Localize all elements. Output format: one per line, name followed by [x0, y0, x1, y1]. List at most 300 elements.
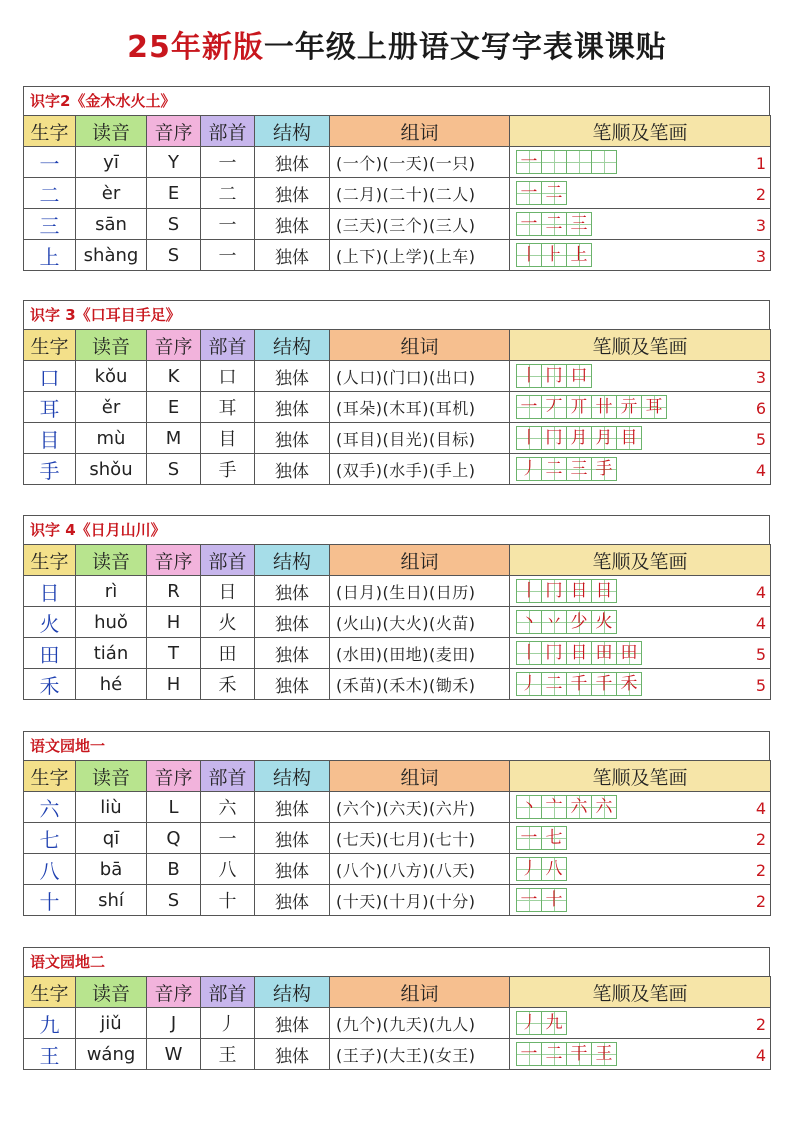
character-cell: 目 [24, 423, 76, 454]
initial-cell: S [147, 209, 201, 240]
lesson-section [23, 515, 770, 700]
column-header: 音序 [147, 330, 201, 361]
pinyin-cell: tián [76, 638, 147, 669]
words-cell: (日月)(生日)(日历) [330, 576, 510, 607]
column-header: 生字 [24, 116, 76, 147]
column-header: 生字 [24, 977, 76, 1008]
stroke-step [541, 150, 567, 174]
stroke-step: 丆 [541, 395, 567, 419]
column-header: 部首 [201, 761, 255, 792]
table-row [24, 147, 771, 178]
words-cell: (上下)(上学)(上车) [330, 240, 510, 271]
stroke-count: 5 [755, 430, 766, 449]
structure-cell: 独体 [255, 209, 330, 240]
column-header: 读音 [76, 977, 147, 1008]
stroke-grid [516, 150, 616, 174]
lesson-section [23, 731, 770, 916]
pinyin-cell: bā [76, 854, 147, 885]
column-header: 组词 [330, 330, 510, 361]
stroke-step: 一 [516, 181, 542, 205]
initial-cell: B [147, 854, 201, 885]
stroke-count: 3 [755, 247, 766, 266]
stroke-step: 十 [541, 888, 567, 912]
table-row [24, 669, 771, 700]
column-header: 结构 [255, 977, 330, 1008]
structure-cell: 独体 [255, 823, 330, 854]
stroke-grid [516, 457, 616, 481]
structure-cell: 独体 [255, 1039, 330, 1070]
stroke-step: 一 [516, 888, 542, 912]
stroke-step: 六 [566, 795, 592, 819]
stroke-step: 亓 [616, 395, 642, 419]
column-header: 笔顺及笔画 [510, 977, 771, 1008]
stroke-step: 上 [566, 243, 592, 267]
structure-cell: 独体 [255, 669, 330, 700]
stroke-grid [516, 579, 616, 603]
radical-cell: 禾 [201, 669, 255, 700]
stroke-grid [516, 857, 566, 881]
stroke-count: 2 [755, 1015, 766, 1034]
pinyin-cell: shǒu [76, 454, 147, 485]
initial-cell: M [147, 423, 201, 454]
character-cell: 日 [24, 576, 76, 607]
character-cell: 八 [24, 854, 76, 885]
stroke-order-cell [510, 454, 771, 485]
stroke-step [591, 150, 617, 174]
column-header: 结构 [255, 761, 330, 792]
stroke-step: 七 [541, 826, 567, 850]
structure-cell: 独体 [255, 178, 330, 209]
stroke-step: 禾 [616, 672, 642, 696]
column-header: 读音 [76, 545, 147, 576]
section-title: 识字2《金木水火土》 [23, 86, 770, 115]
radical-cell: 十 [201, 885, 255, 916]
words-cell: (一个)(一天)(一只) [330, 147, 510, 178]
stroke-count: 2 [755, 830, 766, 849]
stroke-step: 日 [566, 579, 592, 603]
table-row [24, 1008, 771, 1039]
stroke-grid [516, 672, 641, 696]
character-cell: 三 [24, 209, 76, 240]
lesson-section [23, 947, 770, 1070]
pinyin-cell: qī [76, 823, 147, 854]
stroke-step: 日 [566, 641, 592, 665]
radical-cell: 一 [201, 823, 255, 854]
structure-cell: 独体 [255, 792, 330, 823]
character-cell: 二 [24, 178, 76, 209]
stroke-order-cell [510, 423, 771, 454]
structure-cell: 独体 [255, 361, 330, 392]
pinyin-cell: liù [76, 792, 147, 823]
words-cell: (耳朵)(木耳)(耳机) [330, 392, 510, 423]
stroke-step: 一 [516, 212, 542, 236]
column-header: 组词 [330, 545, 510, 576]
stroke-count: 2 [755, 892, 766, 911]
stroke-step: 二 [541, 672, 567, 696]
lesson-section [23, 300, 770, 485]
column-header: 组词 [330, 761, 510, 792]
radical-cell: 田 [201, 638, 255, 669]
structure-cell: 独体 [255, 576, 330, 607]
stroke-count: 4 [755, 614, 766, 633]
stroke-order-cell [510, 240, 771, 271]
table-row [24, 823, 771, 854]
stroke-step: 丌 [566, 395, 592, 419]
character-table [23, 760, 771, 916]
column-header: 生字 [24, 330, 76, 361]
initial-cell: K [147, 361, 201, 392]
pinyin-cell: hé [76, 669, 147, 700]
stroke-order-cell [510, 361, 771, 392]
table-row [24, 607, 771, 638]
stroke-grid [516, 426, 641, 450]
stroke-grid [516, 243, 591, 267]
initial-cell: J [147, 1008, 201, 1039]
stroke-grid [516, 641, 641, 665]
stroke-order-cell [510, 823, 771, 854]
column-header: 生字 [24, 761, 76, 792]
stroke-step: 二 [541, 1042, 567, 1066]
column-header: 音序 [147, 116, 201, 147]
stroke-grid [516, 795, 616, 819]
stroke-step: 冂 [541, 426, 567, 450]
stroke-grid [516, 888, 566, 912]
stroke-step: 月 [591, 426, 617, 450]
stroke-step: 冂 [541, 641, 567, 665]
initial-cell: H [147, 607, 201, 638]
table-row [24, 392, 771, 423]
table-row [24, 209, 771, 240]
words-cell: (禾苗)(禾木)(锄禾) [330, 669, 510, 700]
radical-cell: 火 [201, 607, 255, 638]
stroke-order-cell [510, 392, 771, 423]
words-cell: (双手)(水手)(手上) [330, 454, 510, 485]
table-row [24, 240, 771, 271]
radical-cell: 二 [201, 178, 255, 209]
table-row [24, 792, 771, 823]
stroke-step: 丶 [516, 795, 542, 819]
stroke-step: 月 [566, 426, 592, 450]
words-cell: (七天)(七月)(七十) [330, 823, 510, 854]
stroke-grid [516, 364, 591, 388]
lesson-section [23, 86, 770, 271]
stroke-grid [516, 1042, 616, 1066]
initial-cell: H [147, 669, 201, 700]
words-cell: (耳目)(目光)(目标) [330, 423, 510, 454]
stroke-step: 二 [541, 212, 567, 236]
words-cell: (水田)(田地)(麦田) [330, 638, 510, 669]
stroke-step: 丨 [516, 426, 542, 450]
radical-cell: 日 [201, 576, 255, 607]
pinyin-cell: èr [76, 178, 147, 209]
title-main: 一年级上册语文写字表课课贴 [263, 30, 667, 65]
radical-cell: 一 [201, 147, 255, 178]
pinyin-cell: rì [76, 576, 147, 607]
stroke-step [566, 150, 592, 174]
column-header: 音序 [147, 761, 201, 792]
radical-cell: 一 [201, 209, 255, 240]
table-row [24, 885, 771, 916]
header-row [24, 545, 771, 576]
stroke-step: 丷 [541, 610, 567, 634]
pinyin-cell: shí [76, 885, 147, 916]
stroke-count: 4 [755, 1046, 766, 1065]
stroke-step: 冂 [541, 579, 567, 603]
radical-cell: 口 [201, 361, 255, 392]
section-title: 语文园地一 [23, 731, 770, 760]
structure-cell: 独体 [255, 454, 330, 485]
column-header: 笔顺及笔画 [510, 545, 771, 576]
pinyin-cell: huǒ [76, 607, 147, 638]
section-title: 语文园地二 [23, 947, 770, 976]
column-header: 部首 [201, 545, 255, 576]
stroke-grid [516, 826, 566, 850]
header-row [24, 330, 771, 361]
character-table [23, 976, 771, 1070]
pinyin-cell: shàng [76, 240, 147, 271]
section-title: 识字 3《口耳目手足》 [23, 300, 770, 329]
stroke-grid [516, 395, 666, 419]
character-cell: 七 [24, 823, 76, 854]
stroke-step: 少 [566, 610, 592, 634]
stroke-step: 一 [516, 150, 542, 174]
column-header: 部首 [201, 330, 255, 361]
stroke-step: 一 [516, 826, 542, 850]
stroke-step: 丨 [516, 641, 542, 665]
character-cell: 禾 [24, 669, 76, 700]
column-header: 结构 [255, 116, 330, 147]
column-header: 读音 [76, 761, 147, 792]
structure-cell: 独体 [255, 392, 330, 423]
words-cell: (二月)(二十)(二人) [330, 178, 510, 209]
stroke-order-cell [510, 669, 771, 700]
radical-cell: 一 [201, 240, 255, 271]
initial-cell: S [147, 454, 201, 485]
structure-cell: 独体 [255, 638, 330, 669]
initial-cell: Y [147, 147, 201, 178]
stroke-step: 丨 [516, 364, 542, 388]
stroke-step: 千 [591, 672, 617, 696]
stroke-step: 丶 [516, 610, 542, 634]
stroke-step: 冂 [541, 364, 567, 388]
table-row [24, 576, 771, 607]
stroke-step: 王 [591, 1042, 617, 1066]
radical-cell: 八 [201, 854, 255, 885]
stroke-order-cell [510, 209, 771, 240]
table-row [24, 854, 771, 885]
stroke-count: 2 [755, 185, 766, 204]
stroke-step: 丿 [516, 857, 542, 881]
stroke-step: 丨 [516, 243, 542, 267]
initial-cell: Q [147, 823, 201, 854]
structure-cell: 独体 [255, 854, 330, 885]
stroke-step: 丿 [516, 1011, 542, 1035]
stroke-order-cell [510, 854, 771, 885]
stroke-order-cell [510, 1039, 771, 1070]
stroke-order-cell [510, 576, 771, 607]
radical-cell: 丿 [201, 1008, 255, 1039]
stroke-order-cell [510, 607, 771, 638]
table-row [24, 361, 771, 392]
character-cell: 上 [24, 240, 76, 271]
header-row [24, 761, 771, 792]
initial-cell: T [147, 638, 201, 669]
stroke-count: 4 [755, 799, 766, 818]
column-header: 音序 [147, 545, 201, 576]
section-title: 识字 4《日月山川》 [23, 515, 770, 544]
stroke-step: 六 [591, 795, 617, 819]
stroke-count: 4 [755, 583, 766, 602]
stroke-step: 丿 [516, 672, 542, 696]
stroke-order-cell [510, 792, 771, 823]
stroke-grid [516, 212, 591, 236]
words-cell: (六个)(六天)(六片) [330, 792, 510, 823]
character-table [23, 329, 771, 485]
stroke-step: 二 [541, 181, 567, 205]
table-row [24, 178, 771, 209]
initial-cell: R [147, 576, 201, 607]
structure-cell: 独体 [255, 885, 330, 916]
character-cell: 口 [24, 361, 76, 392]
stroke-step: 田 [591, 641, 617, 665]
column-header: 笔顺及笔画 [510, 116, 771, 147]
stroke-order-cell [510, 147, 771, 178]
words-cell: (人口)(门口)(出口) [330, 361, 510, 392]
words-cell: (九个)(九天)(九人) [330, 1008, 510, 1039]
column-header: 组词 [330, 116, 510, 147]
column-header: 读音 [76, 330, 147, 361]
character-cell: 耳 [24, 392, 76, 423]
column-header: 部首 [201, 116, 255, 147]
stroke-order-cell [510, 178, 771, 209]
character-cell: 一 [24, 147, 76, 178]
stroke-step: 手 [591, 457, 617, 481]
stroke-count: 3 [755, 368, 766, 387]
pinyin-cell: wáng [76, 1039, 147, 1070]
title-year: 25年新版 [127, 30, 264, 65]
character-cell: 十 [24, 885, 76, 916]
header-row [24, 116, 771, 147]
initial-cell: E [147, 178, 201, 209]
pinyin-cell: yī [76, 147, 147, 178]
radical-cell: 六 [201, 792, 255, 823]
stroke-step: 千 [566, 672, 592, 696]
stroke-count: 3 [755, 216, 766, 235]
stroke-step: 口 [566, 364, 592, 388]
radical-cell: 目 [201, 423, 255, 454]
words-cell: (火山)(大火)(火苗) [330, 607, 510, 638]
radical-cell: 手 [201, 454, 255, 485]
stroke-count: 5 [755, 676, 766, 695]
stroke-step: 目 [616, 426, 642, 450]
stroke-count: 6 [755, 399, 766, 418]
page-title [0, 22, 794, 66]
stroke-step: 丿 [516, 457, 542, 481]
column-header: 结构 [255, 330, 330, 361]
stroke-step: 火 [591, 610, 617, 634]
stroke-step: 耳 [641, 395, 667, 419]
structure-cell: 独体 [255, 607, 330, 638]
stroke-step: 一 [516, 395, 542, 419]
radical-cell: 王 [201, 1039, 255, 1070]
structure-cell: 独体 [255, 423, 330, 454]
column-header: 音序 [147, 977, 201, 1008]
stroke-step: 卄 [591, 395, 617, 419]
stroke-step: 八 [541, 857, 567, 881]
initial-cell: E [147, 392, 201, 423]
initial-cell: L [147, 792, 201, 823]
pinyin-cell: kǒu [76, 361, 147, 392]
structure-cell: 独体 [255, 240, 330, 271]
stroke-step: 日 [591, 579, 617, 603]
pinyin-cell: mù [76, 423, 147, 454]
character-cell: 九 [24, 1008, 76, 1039]
table-row [24, 1039, 771, 1070]
initial-cell: S [147, 240, 201, 271]
pinyin-cell: jiǔ [76, 1008, 147, 1039]
character-table [23, 115, 771, 271]
column-header: 结构 [255, 545, 330, 576]
stroke-step: 丨 [516, 579, 542, 603]
stroke-step: 三 [566, 212, 592, 236]
stroke-step: ⺊ [541, 243, 567, 267]
pinyin-cell: ěr [76, 392, 147, 423]
character-cell: 王 [24, 1039, 76, 1070]
stroke-order-cell [510, 1008, 771, 1039]
stroke-order-cell [510, 638, 771, 669]
structure-cell: 独体 [255, 147, 330, 178]
structure-cell: 独体 [255, 1008, 330, 1039]
table-row [24, 638, 771, 669]
stroke-step: 三 [566, 457, 592, 481]
stroke-order-cell [510, 885, 771, 916]
stroke-step: 二 [541, 457, 567, 481]
character-cell: 火 [24, 607, 76, 638]
pinyin-cell: sān [76, 209, 147, 240]
character-table [23, 544, 771, 700]
column-header: 生字 [24, 545, 76, 576]
column-header: 笔顺及笔画 [510, 761, 771, 792]
words-cell: (王子)(大王)(女王) [330, 1039, 510, 1070]
stroke-step: 九 [541, 1011, 567, 1035]
stroke-count: 1 [755, 154, 766, 173]
column-header: 笔顺及笔画 [510, 330, 771, 361]
stroke-step: 田 [616, 641, 642, 665]
table-row [24, 454, 771, 485]
column-header: 部首 [201, 977, 255, 1008]
stroke-count: 2 [755, 861, 766, 880]
column-header: 读音 [76, 116, 147, 147]
words-cell: (十天)(十月)(十分) [330, 885, 510, 916]
stroke-step: 干 [566, 1042, 592, 1066]
words-cell: (三天)(三个)(三人) [330, 209, 510, 240]
character-cell: 手 [24, 454, 76, 485]
initial-cell: W [147, 1039, 201, 1070]
character-cell: 六 [24, 792, 76, 823]
header-row [24, 977, 771, 1008]
stroke-grid [516, 181, 566, 205]
table-row [24, 423, 771, 454]
stroke-count: 4 [755, 461, 766, 480]
stroke-grid [516, 1011, 566, 1035]
stroke-grid [516, 610, 616, 634]
initial-cell: S [147, 885, 201, 916]
words-cell: (八个)(八方)(八天) [330, 854, 510, 885]
stroke-step: 一 [516, 1042, 542, 1066]
stroke-count: 5 [755, 645, 766, 664]
stroke-step: 亠 [541, 795, 567, 819]
radical-cell: 耳 [201, 392, 255, 423]
